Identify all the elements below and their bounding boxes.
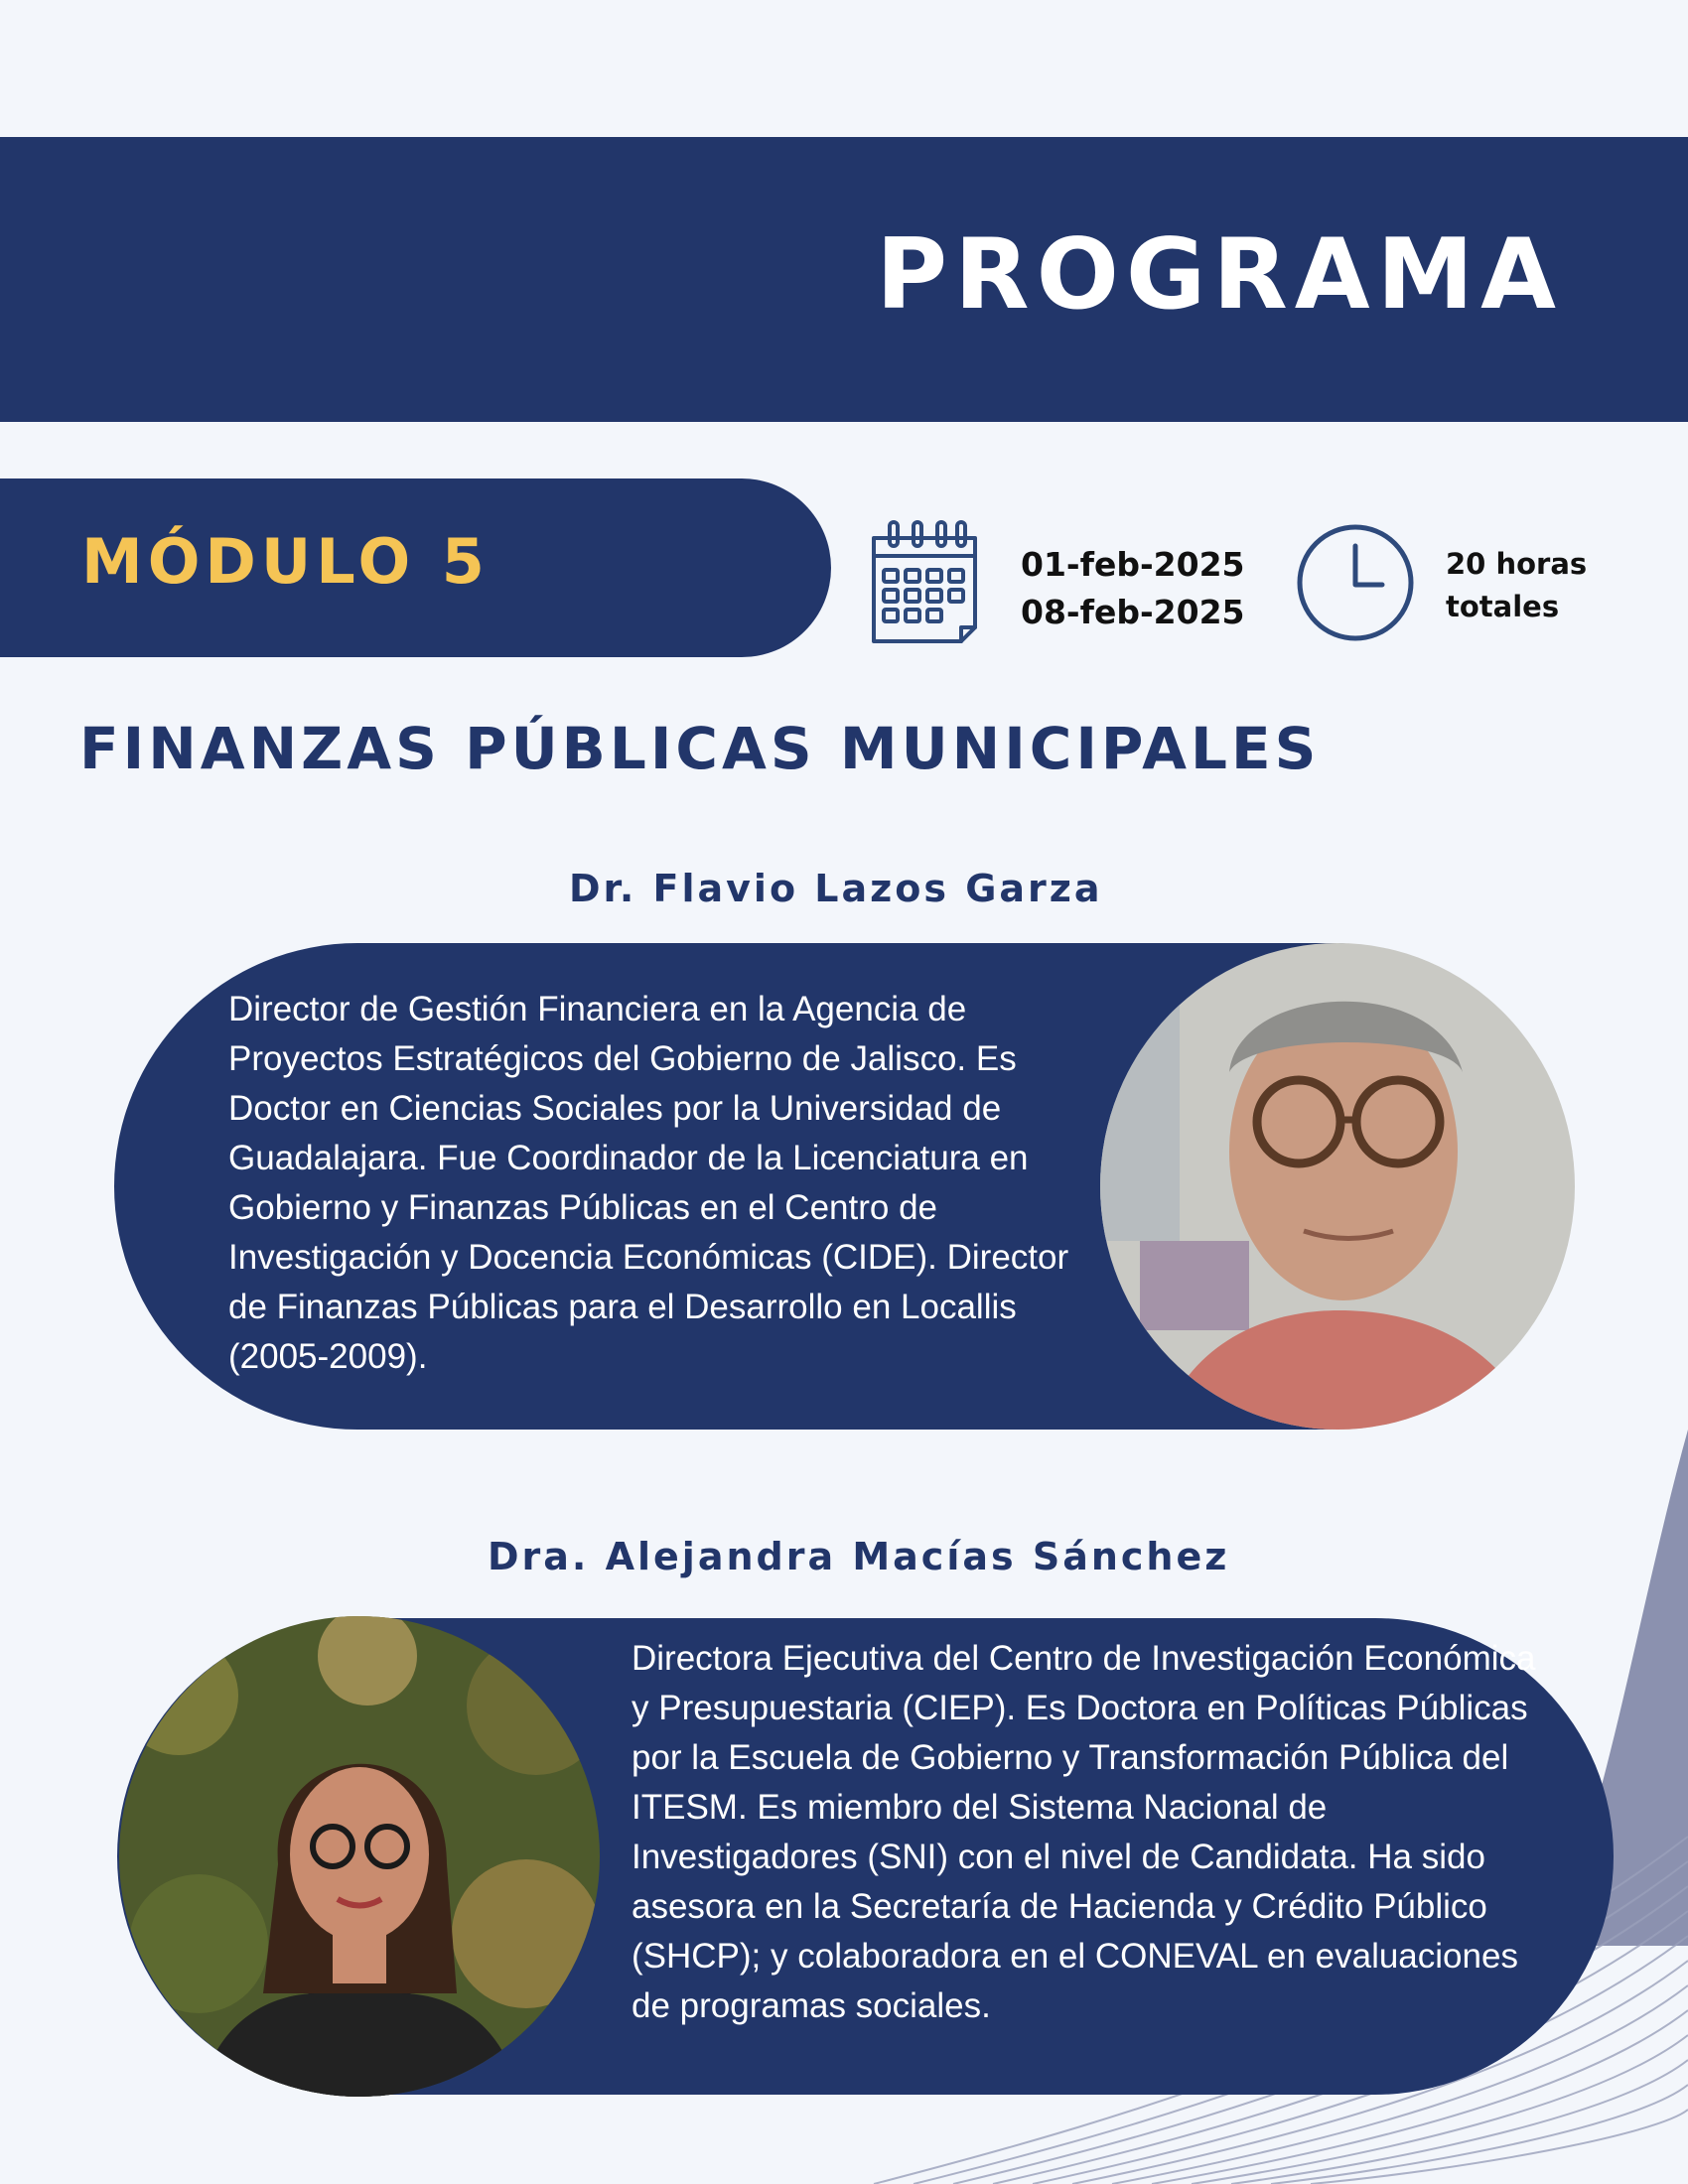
instructor-photo [1100,943,1575,1430]
total-hours: 20 horas [1446,547,1588,581]
page-title: PROGRAMA [876,218,1563,332]
instructor-name: Dr. Flavio Lazos Garza [569,867,1103,910]
instructor-name: Dra. Alejandra Macías Sánchez [488,1535,1230,1578]
calendar-icon [866,516,983,645]
date-start: 01-feb-2025 [1021,545,1245,584]
total-hours-caption: totales [1446,590,1560,623]
instructor-photo [119,1616,600,2097]
module-title: FINANZAS PÚBLICAS MUNICIPALES [79,715,1321,782]
clock-icon [1295,522,1416,643]
instructor-bio: Director de Gestión Financiera en la Agencia de Proyectos Estratégicos del Gobierno de Jalisco. Es Doctor en Ciencias Sociales por la Universidad de Guadalajara. Fue Coordinador de la Licenciatura en Gobierno y Finanzas Públicas en el Centro de Investigación y Docencia Económicas (CIDE). Director de Finanzas Públicas para el Desarrollo en Locallis (2005-2009). [228,990,1069,1376]
date-end: 08-feb-2025 [1021,593,1245,631]
module-label: MÓDULO 5 [81,525,490,598]
instructor-bio: Directora Ejecutiva del Centro de Investigación Económica y Presupuestaria (CIEP). Es Doctora en Políticas Públicas por la Escuela de Gobierno y Transformación Pública del ITESM. Es miembro del Sistema Nacional de Investigadores (SNI) con el nivel de Candidata. Ha sido asesora en la Secretaría de Hacienda y Crédito Público (SHCP); y colaboradora en el CONEVAL en evaluaciones de programas sociales. [632,1639,1536,2025]
